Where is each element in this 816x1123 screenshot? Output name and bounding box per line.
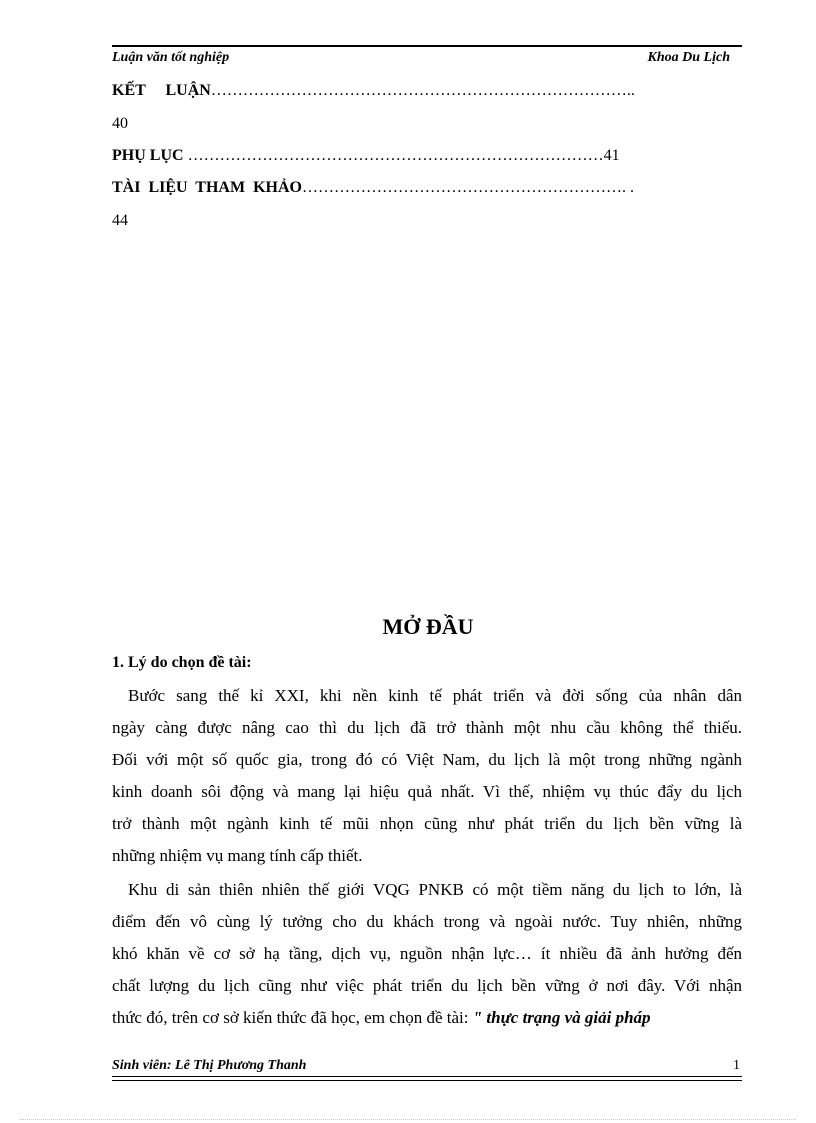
toc-entry-phu-luc[interactable]	[112, 147, 620, 165]
paragraph-line: những nhiệm vụ mang tính cấp thiết.	[112, 846, 363, 865]
page-bottom-separator	[20, 1119, 796, 1120]
paragraph-line: trở thành một ngành kinh tế mũi nhọn cũng như phát triển du lịch bền vững là	[112, 814, 742, 833]
paragraph-line: Đối với một số quốc gia, trong đó có Việt Nam, du lịch là một trong những ngành	[112, 750, 742, 769]
toc-leader-dots: ……………………………………………………. .	[301, 179, 634, 196]
toc-label: TÀI LIỆU THAM KHẢO	[112, 179, 302, 196]
toc-leader-dots: ……………………………………………………………………	[183, 147, 604, 164]
toc-entry-ket-luan[interactable]	[112, 82, 635, 100]
paragraph-line	[112, 1008, 742, 1028]
paragraph-line: Khu di sản thiên nhiên thế giới VQG PNKB có một tiềm năng du lịch to lớn, là	[128, 880, 742, 899]
paragraph-line: ngày càng được nâng cao thì du lịch đã trở thành một nhu cầu không thể thiếu.	[112, 718, 742, 737]
paragraph-line: khó khăn về cơ sở hạ tầng, dịch vụ, nguồn nhận lực… ít nhiều đã ảnh hưởng đến	[112, 944, 742, 963]
footer-student: Sinh viên: Lê Thị Phương Thanh	[112, 1058, 307, 1073]
toc-page-ket-luan: 40	[112, 115, 128, 132]
header-left: Luận văn tốt nghiệp	[112, 50, 230, 65]
section-heading: 1. Lý do chọn đề tài:	[112, 654, 252, 671]
toc-leader-dots: ……………………………………………………………………..	[210, 82, 635, 99]
toc-label: PHỤ LỤC	[112, 147, 184, 164]
header-rule	[112, 45, 742, 47]
paragraph-text: thức đó, trên cơ sở kiến thức đã học, em chọn đề tài:	[112, 1008, 473, 1027]
paragraph-line: kinh doanh sôi động và mang lại hiệu quả nhất. Vì thế, nhiệm vụ thúc đẩy du lịch	[112, 782, 742, 801]
footer-page-number: 1	[733, 1058, 740, 1073]
paragraph-line: Bước sang thế kỉ XXI, khi nền kinh tế phát triển và đời sống của nhân dân	[128, 686, 742, 705]
toc-label: KẾT LUẬN	[112, 82, 211, 99]
paragraph-line: chất lượng du lịch cũng như việc phát triển du lịch bền vững ở nơi đây. Với nhận	[112, 976, 742, 995]
toc-page-tai-lieu: 44	[112, 212, 128, 229]
footer-rule-secondary	[112, 1080, 742, 1081]
toc-page-phu-luc: 41	[603, 147, 620, 164]
topic-title-emphasis: " thực trạng và giải pháp	[472, 1008, 651, 1027]
paragraph-line: điểm đến vô cùng lý tưởng cho du khách trong và ngoài nước. Tuy nhiên, những	[112, 912, 742, 931]
toc-entry-tai-lieu[interactable]	[112, 179, 634, 197]
footer-rule	[112, 1076, 742, 1077]
header-right: Khoa Du Lịch	[647, 50, 730, 65]
page-title: MỞ ĐẦU	[382, 614, 474, 639]
